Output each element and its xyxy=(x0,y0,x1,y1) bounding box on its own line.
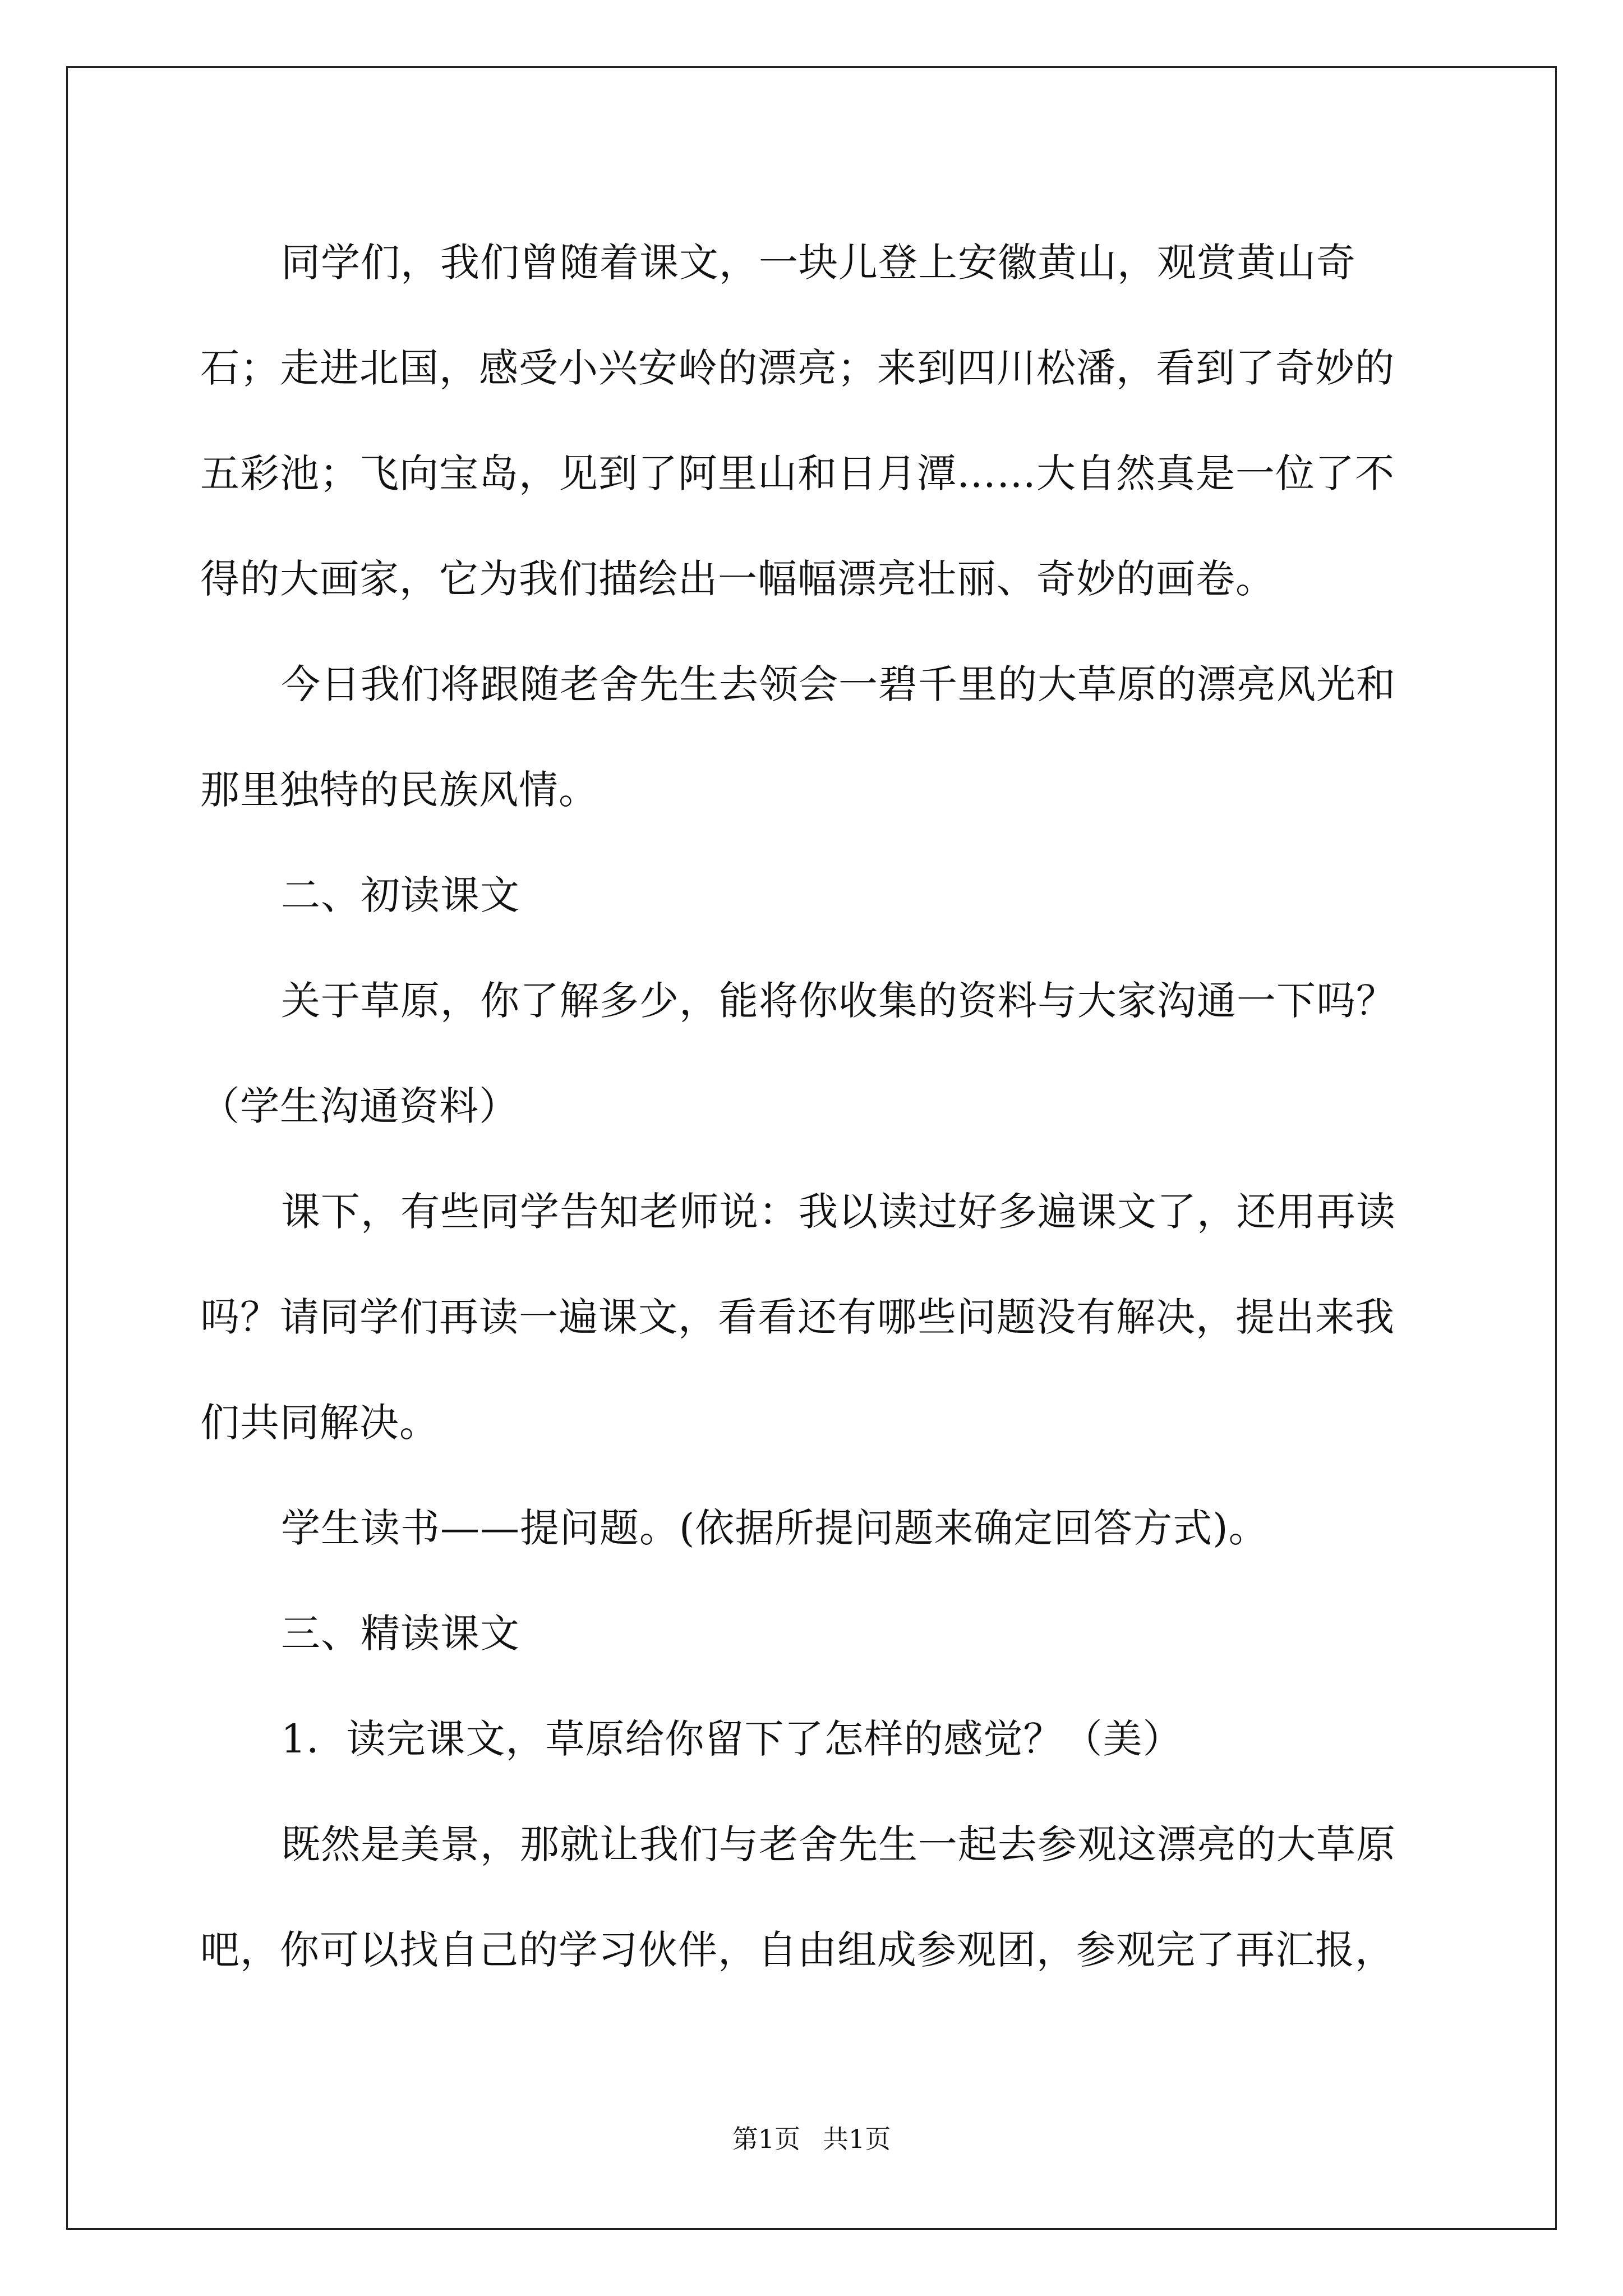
paragraph-question-feeling: 1．读完课文，草原给你留下了怎样的感觉？（美） xyxy=(281,1716,1183,1762)
paragraph-student-reading: 学生读书——提问题。(依据所提问题来确定回答方式)。 xyxy=(281,1505,1269,1551)
section-heading-first-reading: 二、初读课文 xyxy=(281,872,520,918)
page-footer xyxy=(0,2122,1623,2156)
section-heading-close-reading: 三、精读课文 xyxy=(281,1611,520,1657)
page-count: 共1页 xyxy=(823,2124,891,2154)
page-number: 第1页 xyxy=(732,2124,800,2154)
paragraph-intro: 同学们，我们曾随着课文，一块儿登上安徽黄山，观赏黄山奇石；走进北国，感受小兴安岭的漂亮；来到四川松潘，看到了奇妙的五彩池；飞向宝岛，见到了阿里山和日月潭……大自然真是一位了不得的大画家，它为我们描绘出一幅幅漂亮壮丽、奇妙的画卷。 xyxy=(200,240,1395,602)
paragraph-reread: 课下，有些同学告知老师说：我以读过好多遍课文了，还用再读吗？请同学们再读一遍课文，看看还有哪些问题没有解决，提出来我们共同解决。 xyxy=(200,1189,1396,1446)
paragraph-question-grassland: 关于草原，你了解多少，能将你收集的资料与大家沟通一下吗？（学生沟通资料） xyxy=(200,978,1396,1129)
paragraph-today: 今日我们将跟随老舍先生去领会一碧千里的大草原的漂亮风光和那里独特的民族风情。 xyxy=(200,661,1396,813)
paragraph-visit: 既然是美景，那就让我们与老舍先生一起去参观这漂亮的大草原吧，你可以找自己的学习伙伴，自由组成参观团，参观完了再汇报， xyxy=(200,1821,1396,1973)
document-body xyxy=(200,210,1423,2003)
